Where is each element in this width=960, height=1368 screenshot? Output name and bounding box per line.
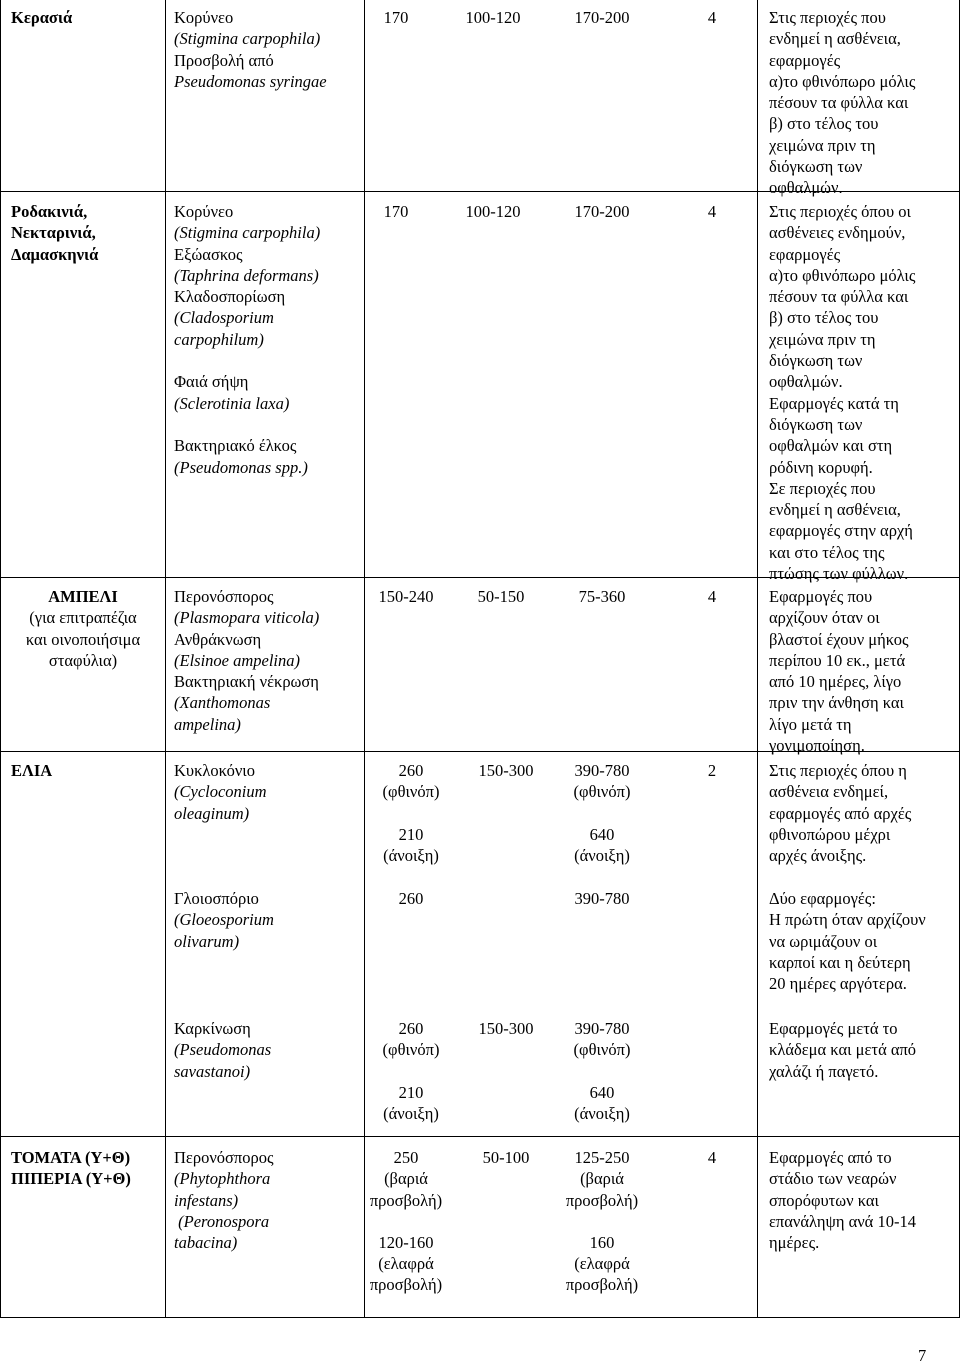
table-left-border <box>0 0 1 1318</box>
crop-name: Ροδακινιά, Νεκταρινιά, Δαμασκηνιά <box>11 202 99 264</box>
disease-cell: Καρκίνωση (Pseudomonas savastanoi) <box>174 1019 272 1081</box>
dose-value: 170-200 <box>574 8 630 27</box>
dose-value: 390-780 <box>574 889 630 908</box>
disease-cell: Κορύνεο (Stigmina carpophila) Προσβολή από Pseudomonas syringae <box>174 8 327 91</box>
dose-value: 100-120 <box>465 8 521 27</box>
notes-cell: Εφαρμογές από το στάδιο των νεαρών σπορόφυτων και επανάληψη ανά 10-14 ημέρες. <box>769 1148 916 1253</box>
dose-value: 75-360 <box>578 587 626 606</box>
notes-cell: Εφαρμογές που αρχίζουν όταν οι βλαστοί έχουν μήκος περίπου 10 εκ., μετά από 10 ημέρες, λίγο πριν την άνθηση και λίγο μετά τη γονιμοποίηση. <box>769 587 909 756</box>
table-row-divider <box>0 1136 960 1137</box>
dose-value: 170 <box>383 8 409 27</box>
notes-cell: Στις περιοχές όπου οι ασθένειες ενδημούν, εφαρμογές α)το φθινόπωρο μόλις πέσουν τα φύλλα και β) στο τέλος του χειμώνα πριν τη διόγκωση των οφθαλμών. Εφαρμογές κατά τη διόγκωση των οφθαλμών και στη ρόδινη κορυφή. Σε περιοχές που ενδημεί η ασθένεια, εφαρμογές στην αρχή και στο τέλος της πτώσης των φύλλων. <box>769 202 916 584</box>
dose-value: 150-300 <box>478 1019 534 1038</box>
applications-count: 2 <box>707 761 717 780</box>
dose-value: 125-250 (βαριά προσβολή) 160 (ελαφρά προσβολή) <box>565 1148 639 1295</box>
dose-value: 170-200 <box>574 202 630 221</box>
dose-value: 50-150 <box>477 587 525 606</box>
crop-name: ΕΛΙΑ <box>11 761 53 780</box>
dose-value: 150-240 <box>378 587 434 606</box>
dose-value: 50-100 <box>482 1148 530 1167</box>
applications-count: 4 <box>707 202 717 221</box>
dose-value: 260 (φθινόπ) 210 (άνοιξη) <box>382 761 440 865</box>
dose-value: 390-780 (φθινόπ) 640 (άνοιξη) <box>573 1019 631 1123</box>
notes-cell: Στις περιοχές όπου η ασθένεια ενδημεί, εφαρμογές από αρχές φθινοπώρου μέχρι αρχές άνοιξης. <box>769 761 912 866</box>
applications-count: 4 <box>707 8 717 27</box>
dose-value: 150-300 <box>478 761 534 780</box>
dose-value: 170 <box>383 202 409 221</box>
crop-name: Κερασιά <box>11 8 73 27</box>
dose-value: 100-120 <box>465 202 521 221</box>
crop-name: ΤΟΜΑΤΑ (Υ+Θ) ΠΙΠΕΡΙΑ (Υ+Θ) <box>11 1148 131 1189</box>
dose-value: 260 <box>398 889 424 908</box>
disease-cell: Κυκλοκόνιο (Cycloconium oleaginum) <box>174 761 267 823</box>
disease-cell: Κορύνεο (Stigmina carpophila) Εξώασκος (Taphrina deformans) Κλαδοσπορίωση (Cladosporium carpophilum) Φαιά σήψη (Sclerotinia laxa) Βακτηριακό έλκος (Pseudomonas spp.) <box>174 202 321 477</box>
disease-cell: Γλοιοσπόριο (Gloeosporium olivarum) <box>174 889 274 951</box>
crop-name: ΑΜΠΕΛΙ (για επιτραπέζια και οινοποιήσιμα σταφύλια) <box>25 587 141 670</box>
table-bottom-border <box>0 1317 960 1318</box>
table-col-divider-notes <box>757 0 758 1318</box>
page-number: 7 <box>918 1346 927 1365</box>
disease-cell: Περονόσπορος (Plasmopara viticola) Ανθράκνωση (Elsinoe ampelina) Βακτηριακή νέκρωση (Xanthomonas ampelina) <box>174 587 320 734</box>
applications-count: 4 <box>707 1148 717 1167</box>
notes-cell: Εφαρμογές μετά το κλάδεμα και μετά από χαλάζι ή παγετό. <box>769 1019 917 1081</box>
table-col-divider-disease <box>364 0 365 1318</box>
notes-cell: Δύο εφαρμογές: Η πρώτη όταν αρχίζουν να ωριμάζουν οι καρποί και η δεύτερη 20 ημέρες αργότερα. <box>769 889 926 994</box>
disease-cell: Περονόσπορος (Phytophthora infestans) (Peronospora tabacina) <box>174 1148 274 1253</box>
notes-cell: Στις περιοχές που ενδημεί η ασθένεια, εφαρμογές α)το φθινόπωρο μόλις πέσουν τα φύλλα και β) στο τέλος του χειμώνα πριν τη διόγκωση των οφθαλμών. <box>769 8 916 198</box>
dose-value: 250 (βαριά προσβολή) 120-160 (ελαφρά προσβολή) <box>369 1148 443 1295</box>
applications-count: 4 <box>707 587 717 606</box>
dose-value: 260 (φθινόπ) 210 (άνοιξη) <box>382 1019 440 1123</box>
dose-value: 390-780 (φθινόπ) 640 (άνοιξη) <box>573 761 631 865</box>
table-col-divider-crop <box>165 0 166 1318</box>
